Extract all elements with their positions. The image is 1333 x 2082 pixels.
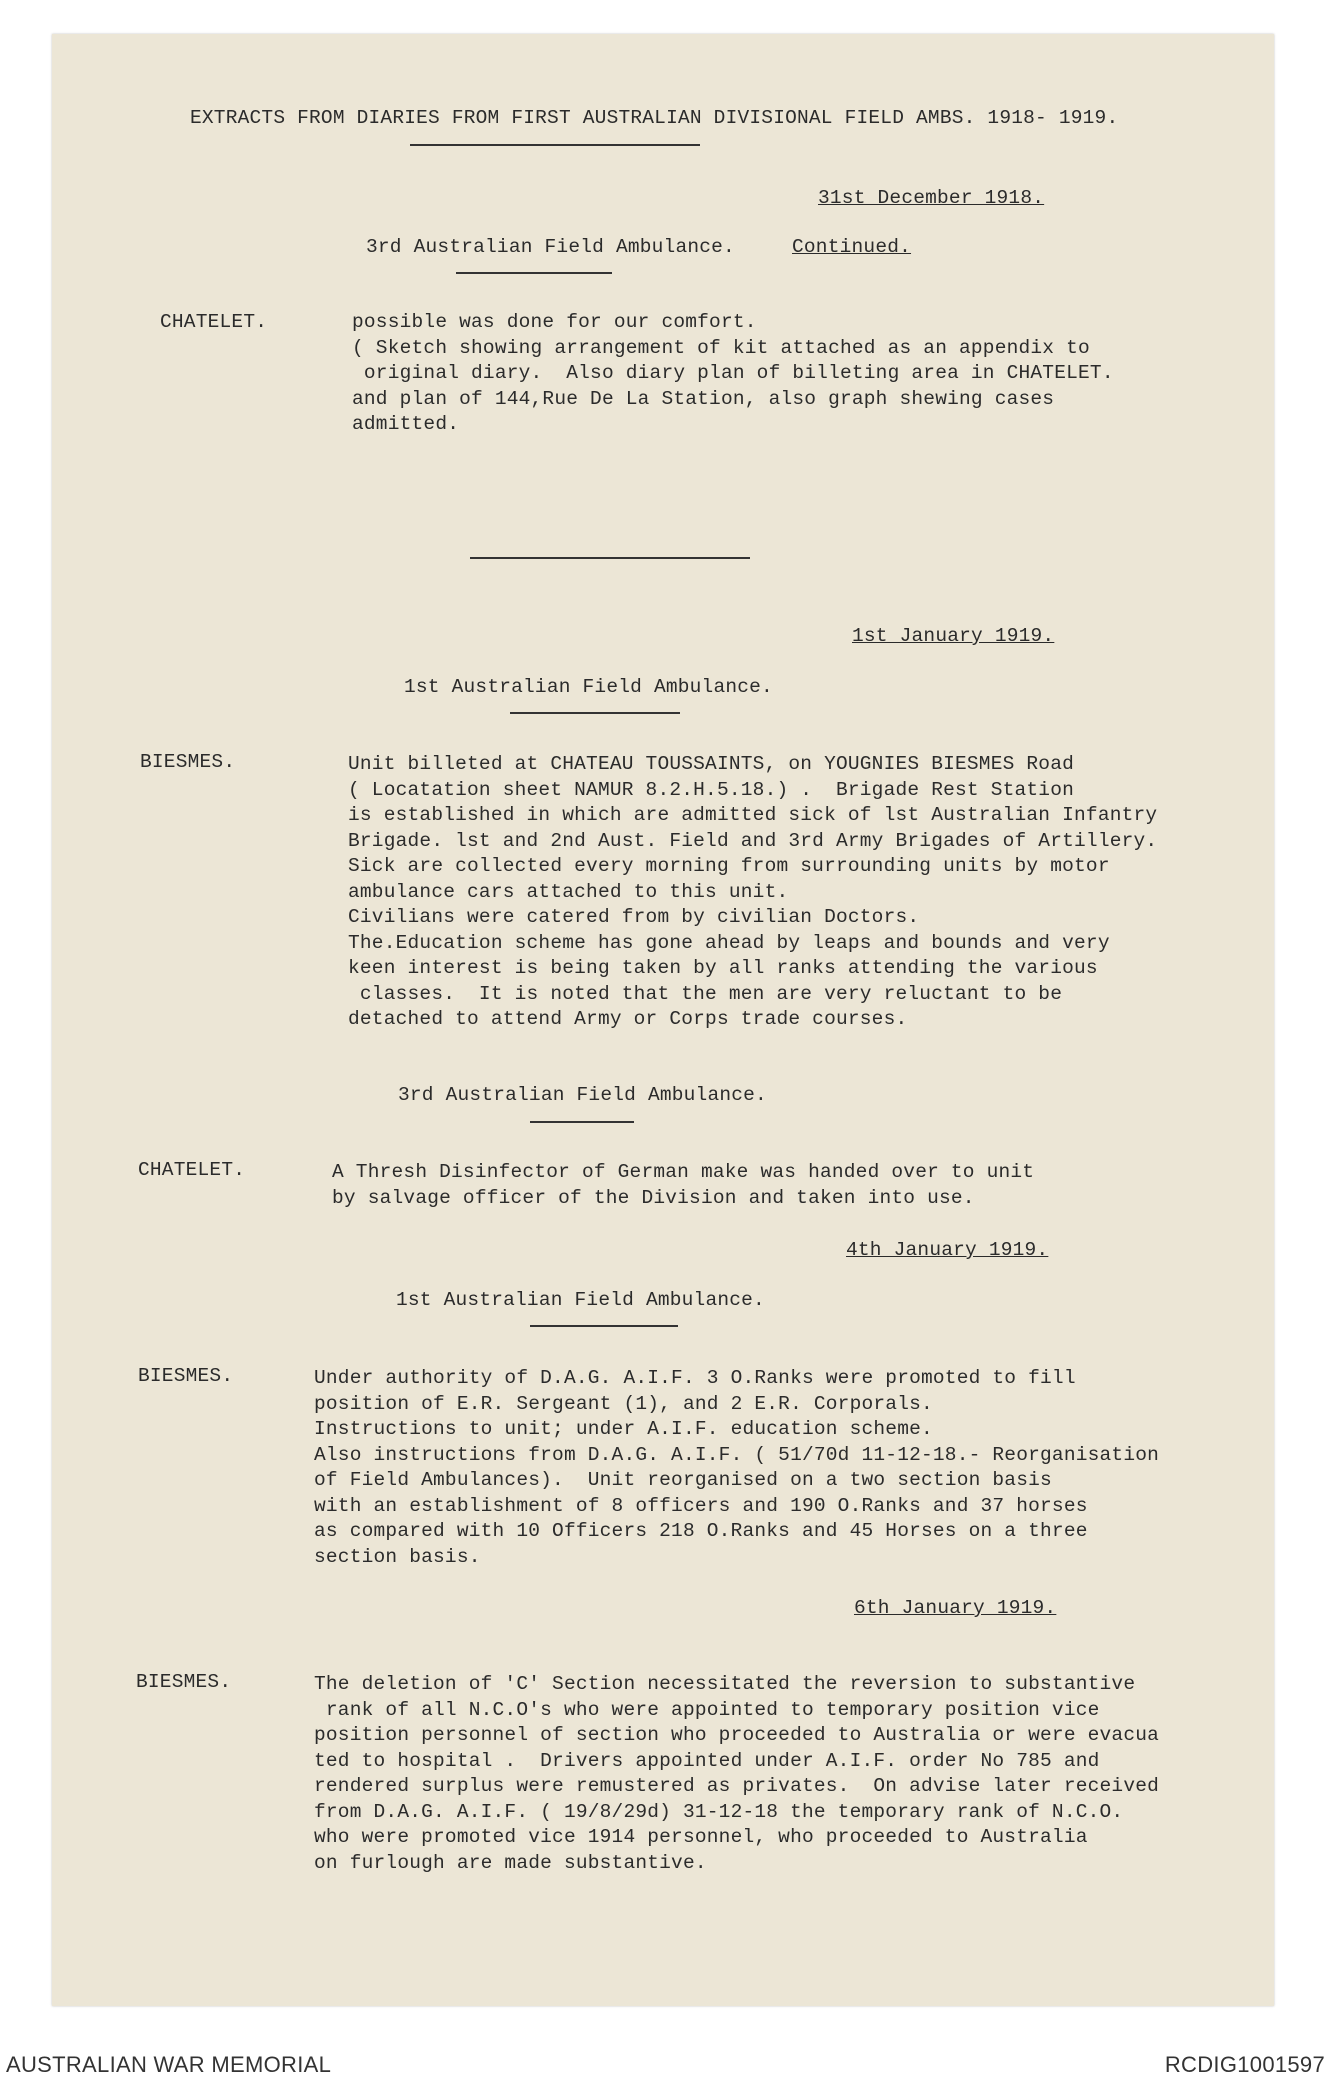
entry-date: 4th January 1919.	[846, 1239, 1049, 1261]
entry-text	[314, 1366, 1159, 1570]
entry-text	[314, 1672, 1159, 1876]
footer-id: RCDIG1001597	[1164, 2052, 1325, 2077]
text-line: Brigade. lst and 2nd Aust. Field and 3rd Army Brigades of Artillery.	[348, 829, 1158, 852]
unit-rule	[530, 1325, 678, 1327]
text-line: and plan of 144,Rue De La Station, also graph shewing cases	[352, 387, 1055, 410]
place-label: CHATELET.	[160, 311, 268, 333]
text-line: with an establishment of 8 officers and 190 O.Ranks and 37 horses	[314, 1494, 1088, 1517]
text-line: section basis.	[314, 1545, 481, 1568]
text-line: as compared with 10 Officers 218 O.Ranks and 45 Horses on a three	[314, 1520, 1088, 1542]
text-line: is established in which are admitted sick of lst Australian Infantry	[348, 804, 1158, 826]
footer-source: AUSTRALIAN WAR MEMORIAL	[6, 2052, 332, 2077]
unit-rule	[456, 272, 612, 274]
text-line: rank of all N.C.O's who were appointed to temporary position vice	[314, 1698, 1100, 1721]
unit-heading: 3rd Australian Field Ambulance.	[398, 1084, 767, 1106]
text-line: Under authority of D.A.G. A.I.F. 3 O.Ranks were promoted to fill	[314, 1367, 1076, 1389]
entry-date: 1st January 1919.	[852, 625, 1055, 647]
unit-heading: 1st Australian Field Ambulance.	[404, 676, 773, 698]
text-line: rendered surplus were remustered as privates. On advise later received	[314, 1775, 1160, 1797]
text-line: keen interest is being taken by all ranks attending the various	[348, 957, 1098, 979]
text-line: ( Sketch showing arrangement of kit attached as an appendix to	[352, 336, 1090, 359]
text-line: classes. It is noted that the men are very reluctant to be	[348, 982, 1063, 1005]
text-line: ( Locatation sheet NAMUR 8.2.H.5.18.) . Brigade Rest Station	[348, 778, 1075, 801]
entry-text	[348, 752, 1157, 1033]
text-line: position personnel of section who proceeded to Australia or were evacua	[314, 1724, 1160, 1746]
unit-heading: 1st Australian Field Ambulance.	[396, 1289, 765, 1311]
unit-heading-suffix: Continued.	[792, 236, 912, 258]
heading-rule	[410, 144, 700, 146]
text-line: Also instructions from D.A.G. A.I.F. ( 51/70d 11-12-18.- Reorganisation	[314, 1443, 1160, 1466]
text-line: by salvage officer of the Division and taken into use.	[332, 1186, 975, 1209]
text-line: admitted.	[352, 413, 460, 435]
unit-rule	[530, 1121, 634, 1123]
text-line: of Field Ambulances). Unit reorganised on a two section basis	[314, 1469, 1052, 1491]
section-rule	[470, 557, 750, 559]
entry-date: 6th January 1919.	[854, 1597, 1057, 1619]
place-label: BIESMES.	[140, 751, 236, 773]
text-line: Instructions to unit; under A.I.F. education scheme.	[314, 1418, 933, 1440]
text-line: Sick are collected every morning from surrounding units by motor	[348, 855, 1110, 877]
text-line: detached to attend Army or Corps trade courses.	[348, 1008, 908, 1030]
entry-date: 31st December 1918.	[818, 187, 1045, 209]
text-line: A Thresh Disinfector of German make was handed over to unit	[332, 1161, 1035, 1183]
text-line: possible was done for our comfort.	[352, 311, 757, 333]
text-line: The deletion of 'C' Section necessitated the reversion to substantive	[314, 1673, 1136, 1695]
unit-rule	[510, 712, 680, 714]
text-line: ambulance cars attached to this unit.	[348, 880, 789, 903]
place-label: CHATELET.	[138, 1159, 246, 1181]
document-heading: EXTRACTS FROM DIARIES FROM FIRST AUSTRALIAN DIVISIONAL FIELD AMBS. 1918- 1919.	[190, 107, 1119, 129]
text-line: Unit billeted at CHATEAU TOUSSAINTS, on YOUGNIES BIESMES Road	[348, 753, 1075, 775]
text-line: from D.A.G. A.I.F. ( 19/8/29d) 31-12-18 the temporary rank of N.C.O.	[314, 1800, 1124, 1823]
entry-text	[352, 310, 1114, 438]
text-line: Civilians were catered from by civilian Doctors.	[348, 906, 920, 928]
unit-heading: 3rd Australian Field Ambulance.	[366, 236, 735, 258]
text-line: ted to hospital . Drivers appointed under A.I.F. order No 785 and	[314, 1749, 1100, 1772]
entry-text	[332, 1160, 1034, 1211]
place-label: BIESMES.	[138, 1365, 234, 1387]
text-line: position of E.R. Sergeant (1), and 2 E.R. Corporals.	[314, 1392, 933, 1415]
text-line: The.Education scheme has gone ahead by leaps and bounds and very	[348, 931, 1110, 954]
text-line: who were promoted vice 1914 personnel, who proceeded to Australia	[314, 1826, 1088, 1848]
text-line: original diary. Also diary plan of billeting area in CHATELET.	[352, 362, 1114, 384]
text-line: on furlough are made substantive.	[314, 1851, 707, 1874]
place-label: BIESMES.	[136, 1671, 232, 1693]
